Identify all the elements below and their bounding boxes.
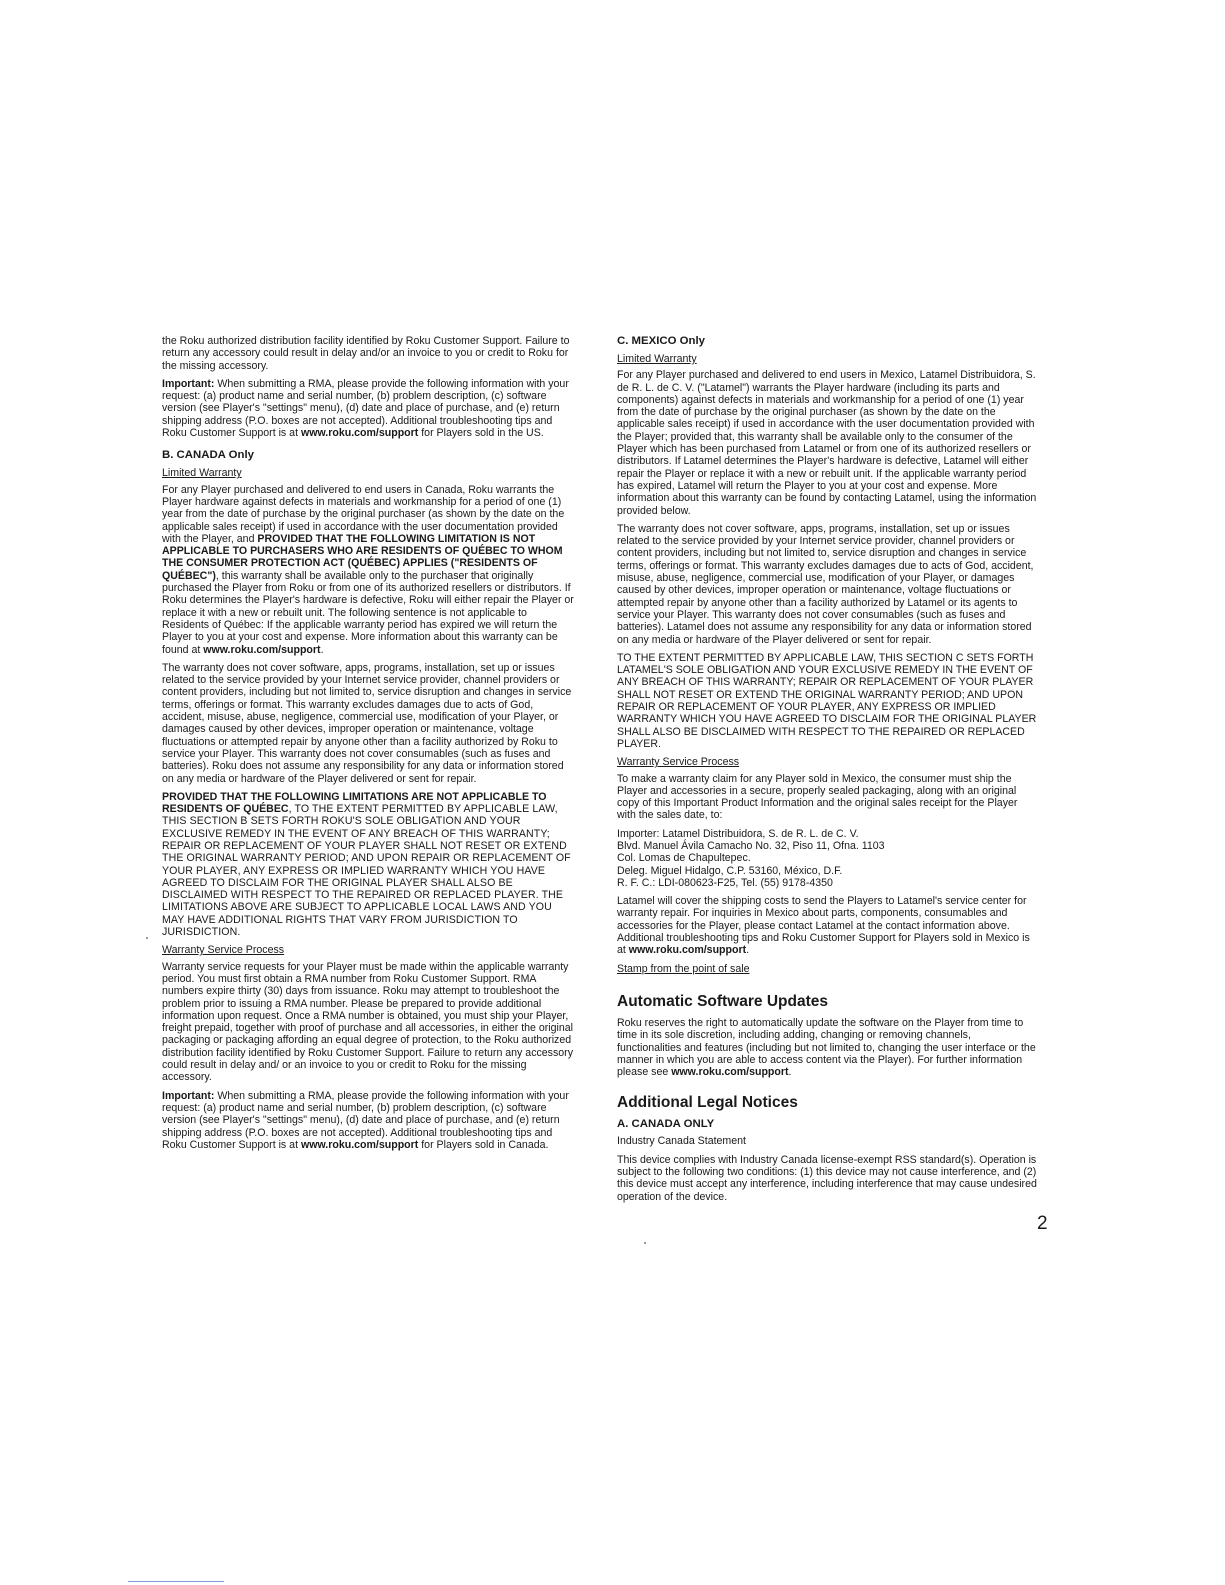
paragraph: The warranty does not cover software, apps, programs, installation, set up or issues related to the service provided by your Internet service provider, channel providers or content providers, including but not limited to, service disruption and changes in service terms, offerings or format. This warranty excludes damages due to acts of God, accident, misuse, abuse, negligence, commercial use, modification of your Player, or damages caused by other devices, improper operation or maintenance, voltage fluctuations or attempted repair by anyone other than a facility authorized by Latamel or its agents to service your Player. This warranty does not cover consumables (such as fuses and batteries). Latamel does not assume any responsibility for any data or information stored on any media or hardware of the Player delivered or sent for repair. — [617, 522, 1034, 646]
paragraph — [617, 1017, 1037, 1078]
bold-text: PROVIDED THAT THE FOLLOWING LIMITATION IS NOT APPLICABLE TO PURCHASERS WHO ARE RESIDENTS OF QUÉBEC TO WHOM THE CONSUMER PROTECTION ACT (QUÉBEC) APPLIES ("RESIDENTS OF QUÉBEC") — [162, 532, 563, 582]
paragraph — [162, 484, 576, 656]
section-heading: C. MEXICO Only — [617, 335, 705, 347]
subheading: Industry Canada Statement — [617, 1135, 746, 1148]
subheading: Limited Warranty — [617, 353, 697, 365]
support-link[interactable]: www.roku.com/support — [628, 944, 747, 957]
support-link[interactable]: www.roku.com/support — [671, 1066, 789, 1079]
page-number: 2 — [1037, 1213, 1048, 1234]
paragraph: To make a warranty claim for any Player sold in Mexico, the consumer must ship the Player and accessories in a secure, properly sealed packaging, along with an original copy of this Important Product Information and the original sales receipt for the Player with the sales date, to: — [617, 772, 1018, 822]
support-link[interactable]: www.roku.com/support — [300, 1138, 419, 1151]
support-link[interactable]: www.roku.com/support — [203, 643, 321, 656]
paragraph — [162, 1090, 576, 1151]
section-title: Automatic Software Updates — [617, 992, 829, 1010]
paragraph-text: . — [746, 944, 750, 957]
bold-text: PROVIDED THAT THE FOLLOWING LIMITATIONS ARE NOT APPLICABLE TO RESIDENTS OF QUÉBEC — [162, 790, 547, 816]
left-column — [162, 335, 576, 1157]
right-column — [617, 335, 1037, 1209]
paragraph — [162, 378, 576, 439]
stamp-label: Stamp from the point of sale — [617, 962, 750, 975]
paragraph: This device complies with Industry Canada license-exempt RSS standard(s). Operation is subject to the following two conditions: (1) this device may not cause interference, and (2) this device must accept any interference, including interference that may cause undesired operation of the device. — [617, 1153, 1037, 1203]
paragraph: Warranty service requests for your Player must be made within the applicable warranty period. You must first obtain a RMA number from Roku Customer Support. RMA numbers expire thirty (30) days from issuance. Roku may attempt to troubleshoot the problem prior to issuing a RMA number. Please be prepared to provide additional information upon request. Once a RMA number is obtained, you must ship your Player, freight prepaid, together with proof of purchase and all accessories, in either the original packaging or packaging affording an equal degree of protection, to the Roku authorized distribution facility identified by Roku Customer Support. Failure to return any accessory could result in delay and/ or an invoice to you or credit to Roku for the missing accessory. — [162, 960, 574, 1084]
paragraph: The warranty does not cover software, apps, programs, installation, set up or issues related to the service provided by your Internet service provider, channel providers or content providers, including but not limited to, service disruption and changes in service terms, offerings or format. This warranty excludes damages due to acts of God, accident, misuse, abuse, negligence, commercial use, modification of your Player, or damages caused by other devices, improper operation or maintenance, voltage fluctuations or attempted repair by anyone other than a facility authorized by Roku to service your Player. This warranty does not cover consumables (such as fuses and batteries). Roku does not assume any responsibility for any data or information stored on any media or hardware of the Player delivered or sent for repair. — [162, 661, 572, 785]
address-line: Importer: Latamel Distribuidora, S. de R. L. de C. V. — [617, 827, 859, 840]
scan-speck — [146, 937, 148, 939]
paragraph-text: When submitting a RMA, please provide the following information with your request: (a) product name and serial number, (b) problem description, (c) software version (see Player's "settings" menu), (d) date and place of purchase, and (e) return shipping address (P.O. boxes are not accepted). Additional troubleshooting tips and Roku Customer Support is at — [162, 1089, 569, 1151]
paragraph-text: , TO THE EXTENT PERMITTED BY APPLICABLE LAW, THIS SECTION B SETS FORTH ROKU'S SOLE OBLIGATION AND YOUR EXCLUSIVE REMEDY IN THE EVENT OF ANY BREACH OF THIS WARRANTY; REPAIR OR REPLACEMENT OF YOUR PLAYER SHALL NOT RESET OR EXTEND THE ORIGINAL WARRANTY PERIOD; AND UPON REPAIR OR REPLACEMENT OF YOUR PLAYER, ANY EXPRESS OR IMPLIED WARRANTY WHICH YOU HAVE AGREED TO DISCLAIM FOR THE ORIGINAL PLAYER SHALL ALSO BE DISCLAIMED WITH RESPECT TO THE REPAIRED OR REPLACED PLAYER. THE LIMITATIONS ABOVE ARE SUBJECT TO APPLICABLE LOCAL LAWS AND YOU MAY HAVE ADDITIONAL RIGHTS THAT VARY FROM JURISDICTION TO JURISDICTION. — [162, 803, 571, 939]
support-link[interactable]: www.roku.com/support — [300, 427, 419, 440]
subheading: Warranty Service Process — [617, 756, 740, 769]
paragraph: the Roku authorized distribution facility identified by Roku Customer Support. Failure to return any accessory could result in delay and/or an invoice to you or credit to Roku for the missing accessory. — [162, 335, 570, 372]
paragraph-text: . — [788, 1066, 792, 1079]
address-line: Blvd. Manuel Ávila Camacho No. 32, Piso 11, Ofna. 1103 — [617, 839, 885, 852]
important-label: Important: — [162, 377, 215, 390]
scan-edge-line — [128, 1581, 224, 1582]
section-title: Additional Legal Notices — [617, 1094, 798, 1112]
paragraph-text: Latamel will cover the shipping costs to send the Players to Latamel's service center for warranty repair. For inquiries in Mexico about parts, components, consumables and accessories for the Player, please contact Latamel at the contact information above. Additional troubleshooting tips and Roku Customer Support for Players sold in Mexico is at — [617, 895, 1030, 957]
scan-speck — [644, 1242, 646, 1244]
section-heading: B. CANADA Only — [162, 449, 254, 462]
paragraph: TO THE EXTENT PERMITTED BY APPLICABLE LAW, THIS SECTION C SETS FORTH LATAMEL'S SOLE OBLIGATION AND YOUR EXCLUSIVE REMEDY IN THE EVENT OF ANY BREACH OF THIS WARRANTY; REPAIR OR REPLACEMENT OF YOUR PLAYER SHALL NOT RESET OR EXTEND THE ORIGINAL WARRANTY PERIOD; AND UPON REPAIR OR REPLACEMENT OF YOUR PLAYER, ANY EXPRESS OR IMPLIED WARRANTY WHICH YOU HAVE AGREED TO DISCLAIM FOR THE ORIGINAL PLAYER SHALL ALSO BE DISCLAIMED WITH RESPECT TO THE REPAIRED OR REPLACED PLAYER. — [617, 651, 1037, 750]
paragraph-text: for Players sold in the US. — [418, 427, 544, 440]
paragraph-text: , this warranty shall be available only to the purchaser that originally purchased the Player from Roku or from one of its authorized resellers or distributors. If Roku determines the Player's hardware is defective, Roku will either repair the Player or replace it with a new or rebuilt unit. The following sentence is not applicable to Residents of Québec: If the applicable warranty period has expired we will return the Player to you at your cost and expense. More information about this warranty can be found at — [162, 569, 574, 656]
importer-address — [617, 828, 1037, 889]
paragraph — [162, 791, 576, 939]
section-heading: A. CANADA ONLY — [617, 1118, 715, 1131]
address-line: Col. Lomas de Chapultepec. — [617, 852, 751, 865]
paragraph-text: . — [320, 643, 324, 656]
subheading: Limited Warranty — [162, 467, 242, 480]
paragraph: For any Player purchased and delivered to end users in Mexico, Latamel Distribuidora, S. de R. L. de C. V. ("Latamel") warrants the Player hardware (including its parts and components) against defects in materials and workmanship for a period of one (1) year from the date of purchase by the original purchaser (as shown by the date on the applicable sales receipt) if used in accordance with the user documentation provided with the Player; provided that, this warranty shall be available only to the consumer of the Player which has been purchased from Latamel or from one of its authorized resellers or distributors. If Latamel determines the Player's hardware is defective, Latamel will either repair the Player or replace it with a new or rebuilt unit. If the applicable warranty period has expired, Latamel will return the Player to you at your cost and expense. More information about this warranty can be found by contacting Latamel, using the information provided below. — [617, 369, 1037, 517]
paragraph-text: When submitting a RMA, please provide the following information with your request: (a) product name and serial number, (b) problem description, (c) software version (see Player's "settings" menu), (d) date and place of purchase, and (e) return shipping address (P.O. boxes are not accepted). Additional troubleshooting tips and Roku Customer Support is at — [162, 377, 569, 440]
address-line: R. F. C.: LDI-080623-F25, Tel. (55) 9178-4350 — [617, 876, 833, 889]
important-label: Important: — [162, 1089, 215, 1102]
subheading: Warranty Service Process — [162, 944, 285, 957]
paragraph — [617, 895, 1037, 956]
paragraph-text: for Players sold in Canada. — [418, 1138, 549, 1151]
paragraph-text: For any Player purchased and delivered to end users in Canada, Roku warrants the Player hardware against defects in materials and workmanship for a period of one (1) year from the date of purchase by the original purchaser (as shown by the date on the applicable sales receipt) if used in accordance with the user documentation provided with the Player, and — [162, 483, 565, 545]
address-line: Deleg. Miguel Hidalgo, C.P. 53160, México, D.F. — [617, 864, 843, 877]
paragraph-text: Roku reserves the right to automatically update the software on the Player from time to time in its sole discretion, including adding, changing or removing channels, functionalities and features (including but not limited to, changing the user interface or the manner in which you are able to access content via the Player). For further information please see — [617, 1016, 1036, 1079]
